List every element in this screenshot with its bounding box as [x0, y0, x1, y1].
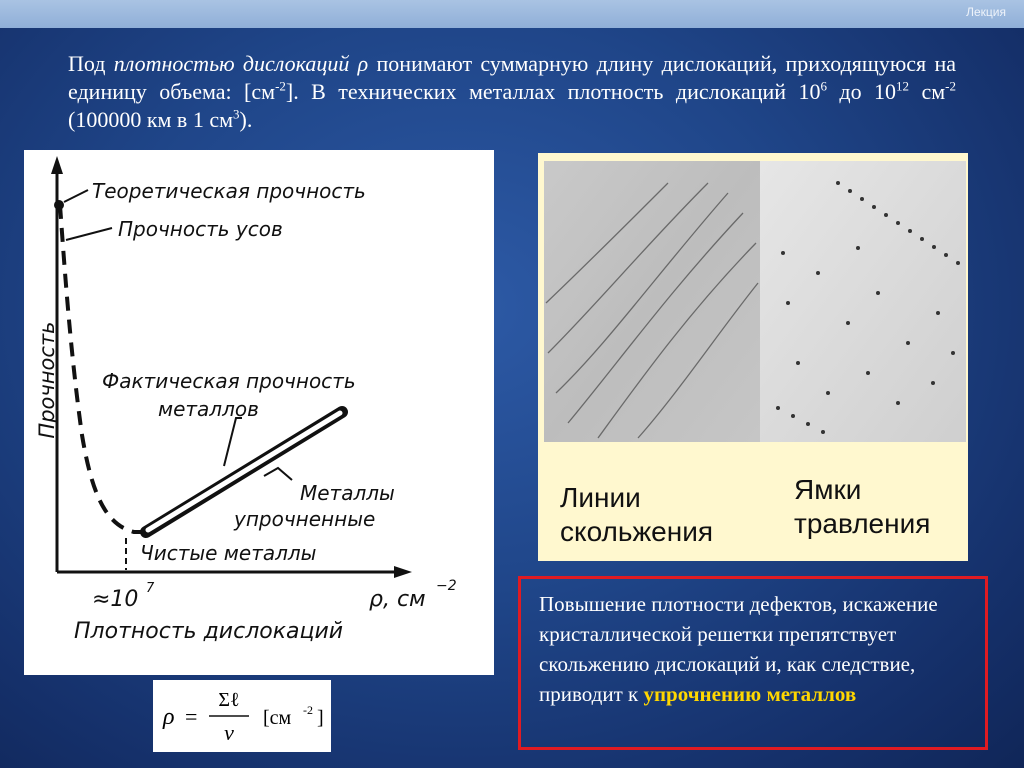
label-hardened-2: упрочненные — [234, 507, 376, 531]
x-tick-label: ≈10 — [92, 587, 139, 612]
intro-exp-4: -2 — [945, 78, 956, 94]
intro-text-6: (100000 км в 1 см — [68, 107, 234, 132]
note-highlight: упрочнению металлов — [643, 682, 857, 706]
intro-exp-1: -2 — [275, 78, 286, 94]
micrograph-panel — [538, 153, 968, 561]
label-hardened-1: Металлы — [300, 481, 395, 505]
formula-unit-exp: -2 — [303, 703, 313, 717]
leader-theoretical — [64, 190, 88, 202]
label-theoretical: Теоретическая прочность — [92, 179, 366, 203]
slip-lines-photo — [544, 161, 760, 442]
intro-exp-2: 6 — [820, 78, 827, 94]
formula-denominator: ν — [224, 720, 234, 745]
intro-exp-5: 3 — [233, 106, 240, 122]
caption-etch-pits — [794, 473, 930, 541]
leader-actual — [224, 418, 242, 466]
label-pure: Чистые металлы — [140, 541, 317, 565]
strength-diagram — [24, 150, 494, 675]
intro-text-2: понимают суммарную длину дислокаций, приходящуюся на единицу объема: [см — [68, 51, 956, 104]
note-box — [518, 576, 988, 750]
formula-unit-close: ] — [317, 707, 324, 729]
intro-text-7: ). — [239, 107, 253, 132]
intro-text-4: до 10 — [826, 79, 897, 104]
x-axis-arrow — [394, 566, 412, 578]
y-axis-label: Прочность — [35, 321, 59, 439]
formula-equals: = — [185, 704, 198, 729]
leader-whiskers — [66, 228, 112, 240]
formula-panel — [153, 680, 331, 752]
label-actual-1: Фактическая прочность — [102, 369, 356, 393]
intro-text-1: Под — [68, 51, 114, 76]
leader-hardened — [264, 468, 292, 480]
intro-paragraph — [68, 50, 956, 134]
formula-unit: [см — [263, 707, 292, 729]
etch-pits-photo — [760, 161, 966, 442]
caption-slip-line2: скольжения — [560, 516, 714, 547]
label-actual-2: металлов — [158, 397, 259, 421]
caption-slip-lines — [560, 481, 713, 549]
caption-slip-line1: Линии — [560, 482, 641, 513]
theoretical-point — [54, 200, 64, 210]
x-axis-label: Плотность дислокаций — [74, 619, 344, 644]
x-unit-exponent: −2 — [436, 578, 457, 594]
label-whiskers: Прочность усов — [118, 217, 283, 241]
intro-exp-3: 12 — [896, 78, 910, 94]
header-label: Лекция — [966, 5, 1006, 19]
note-text — [539, 589, 971, 709]
x-tick-exponent: 7 — [146, 581, 155, 596]
formula-rho: ρ — [163, 704, 175, 730]
top-bar — [0, 0, 1024, 28]
caption-etch-line2: травления — [794, 508, 931, 539]
intro-text-3: ]. В технических металлах плотность дислокаций 10 — [285, 79, 821, 104]
note-body: Повышение плотности дефектов, искажение кристаллической решетки препятствует скольжению дислокаций и, как следствие, приводит к — [539, 592, 938, 706]
intro-term: плотностью дислокаций ρ — [113, 51, 369, 76]
caption-etch-line1: Ямки — [794, 474, 862, 505]
intro-text-5: см — [909, 79, 946, 104]
x-unit-label: ρ, см — [369, 587, 426, 612]
formula-numerator: Σℓ — [218, 689, 240, 711]
y-axis-arrow — [51, 156, 63, 174]
